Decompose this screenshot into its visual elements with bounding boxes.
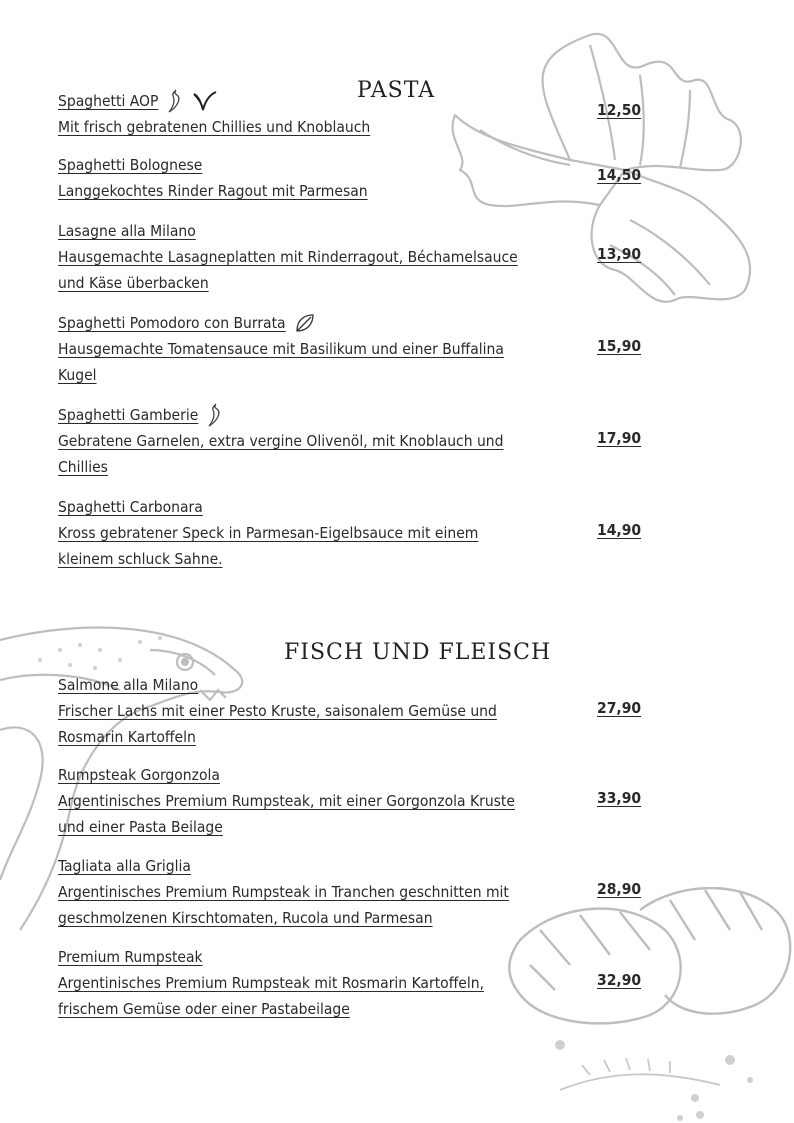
item-name: Lasagne alla Milano [58,222,196,240]
item-name: Spaghetti Pomodoro con Burrata [58,314,286,332]
item-name: Premium Rumpsteak [58,948,203,966]
item-name: Spaghetti Carbonara [58,498,203,516]
item-description: Argentinisches Premium Rumpsteak mit Rosmarin Kartoffeln, [58,974,485,992]
menu-item [58,762,642,840]
item-name: Spaghetti Bolognese [58,156,203,174]
menu-item [58,88,642,140]
item-name: Spaghetti AOP [58,92,159,110]
item-description: Hausgemachte Tomatensauce mit Basilikum und einer Buffalina [58,340,504,358]
item-name: Rumpsteak Gorgonzola [58,766,220,784]
item-name: Salmone alla Milano [58,676,199,694]
menu-item [58,152,642,204]
chili-icon [206,402,224,428]
item-description: Mit frisch gebratenen Chillies und Knoblauch [58,118,371,136]
item-description: kleinem schluck Sahne. [58,550,223,568]
menu-item [58,672,642,750]
item-description: und einer Pasta Beilage [58,818,223,836]
item-price: 13,90 [597,245,642,263]
item-description: Rosmarin Kartoffeln [58,728,196,746]
item-price: 15,90 [597,337,642,355]
item-description: Frischer Lachs mit einer Pesto Kruste, saisonalem Gemüse und [58,702,497,720]
item-description: frischem Gemüse oder einer Pastabeilage [58,1000,350,1018]
item-description: Argentinisches Premium Rumpsteak, mit einer Gorgonzola Kruste [58,792,515,810]
item-price: 28,90 [597,880,642,898]
menu-item [58,310,642,388]
menu-item [58,218,642,296]
item-description: Gebratene Garnelen, extra vergine Olivenöl, mit Knoblauch und [58,432,504,450]
vegetarian-icon [294,312,316,334]
item-description: Argentinisches Premium Rumpsteak in Tranchen geschnitten mit [58,883,509,901]
section-title-fisch-und-fleisch: FISCH UND FLEISCH [284,640,552,665]
item-price: 12,50 [597,101,642,119]
herb-icon [192,90,218,112]
menu-item [58,944,642,1022]
item-price: 14,90 [597,521,642,539]
item-price: 32,90 [597,971,642,989]
item-description: geschmolzenen Kirschtomaten, Rucola und Parmesan [58,909,433,927]
item-description: Chillies [58,458,108,476]
item-description: Kross gebratener Speck in Parmesan-Eigelbsauce mit einem [58,524,479,542]
item-name: Spaghetti Gamberie [58,406,199,424]
item-price: 33,90 [597,789,642,807]
item-price: 14,50 [597,166,642,184]
item-price: 17,90 [597,429,642,447]
menu-item [58,494,642,572]
item-description: und Käse überbacken [58,274,209,292]
section-title-pasta: PASTA [357,78,436,103]
item-price: 27,90 [597,699,642,717]
chili-icon [166,88,184,114]
item-name: Tagliata alla Griglia [58,857,191,875]
item-description: Langgekochtes Rinder Ragout mit Parmesan [58,182,368,200]
item-description: Hausgemachte Lasagneplatten mit Rinderragout, Béchamelsauce [58,248,518,266]
menu-item [58,402,642,480]
menu-item [58,853,642,931]
item-description: Kugel [58,366,97,384]
